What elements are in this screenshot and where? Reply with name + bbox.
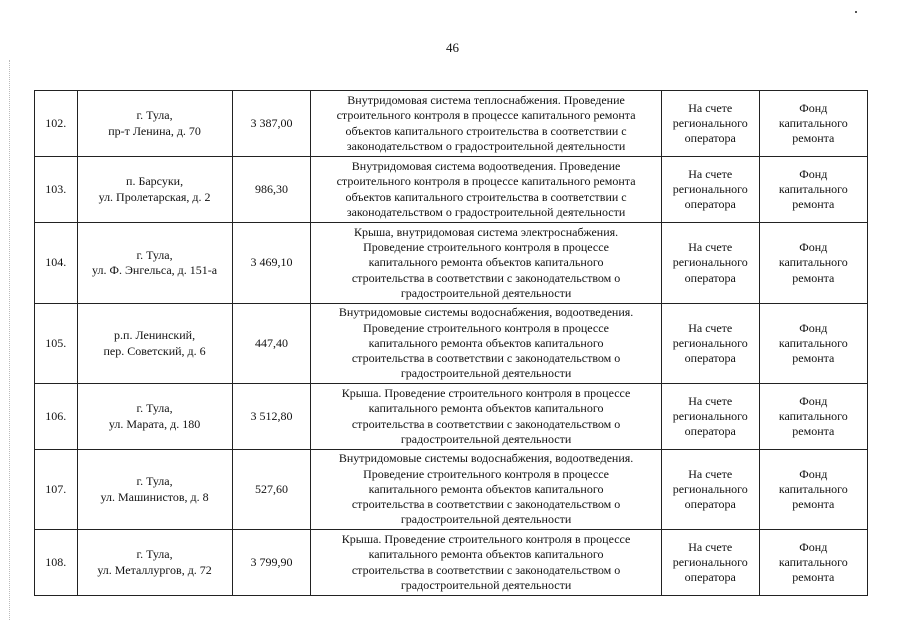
area-cell: 3 512,80 — [232, 384, 311, 450]
address-line: пр-т Ленина, д. 70 — [108, 123, 201, 138]
funding-source-line: капитального — [778, 181, 848, 196]
work-description-line: законодательством о градостроительной деятельности — [346, 138, 626, 153]
address-cell — [77, 450, 232, 530]
area-cell: 3 799,90 — [232, 530, 311, 596]
address-line: ул. Пролетарская, д. 2 — [98, 189, 211, 204]
account-line: На счете — [688, 240, 733, 255]
table-row — [35, 157, 868, 223]
address-cell — [77, 157, 232, 223]
address-cell — [77, 223, 232, 304]
work-description-line: строительного контроля в процессе капитального ремонта — [336, 108, 636, 123]
address-line: ул. Ф. Энгельса, д. 151-а — [92, 263, 218, 277]
table-row — [35, 450, 868, 530]
row-number-cell: 104. — [35, 223, 78, 304]
work-description-line: Крыша, внутридомовая система электроснабжения. — [353, 224, 619, 239]
work-description-line: Внутридомовая система водоотведения. Проведение — [351, 159, 621, 174]
table-row — [35, 304, 868, 384]
funding-source-line: Фонд — [799, 320, 828, 335]
work-description-cell — [311, 304, 662, 384]
funding-source-line: ремонта — [792, 424, 835, 439]
work-description-line: градостроительной деятельности — [400, 577, 572, 592]
binding-edge-marks — [9, 60, 11, 620]
work-description-line: капитального ремонта объектов капитального — [368, 255, 604, 270]
work-description-line: градостроительной деятельности — [400, 285, 572, 300]
work-description-line: капитального ремонта объектов капитального — [368, 335, 604, 350]
area-cell: 3 387,00 — [232, 91, 311, 157]
address-line: ул. Марата, д. 180 — [108, 416, 201, 431]
funding-source-line: капитального — [778, 408, 848, 423]
account-line: На счете — [688, 100, 733, 115]
funding-source-line: ремонта — [792, 131, 835, 146]
account-cell — [661, 223, 759, 304]
work-description-cell — [311, 450, 662, 530]
address-line: г. Тула, — [136, 474, 173, 489]
funding-source-cell — [759, 157, 867, 223]
work-description-line: капитального ремонта объектов капитального — [368, 401, 604, 416]
address-line: п. Барсуки, — [126, 174, 184, 189]
address-line: г. Тула, — [136, 247, 173, 262]
address-cell — [77, 304, 232, 384]
row-number-cell: 102. — [35, 91, 78, 157]
work-description-line: строительства в соответствии с законодательством о — [351, 270, 621, 285]
work-description-cell — [311, 530, 662, 596]
account-line: На счете — [688, 166, 733, 181]
account-cell — [661, 530, 759, 596]
funding-source-cell — [759, 304, 867, 384]
area-cell: 3 469,10 — [232, 223, 311, 304]
account-line: оператора — [684, 270, 736, 285]
account-cell — [661, 384, 759, 450]
funding-source-line: капитального — [778, 554, 848, 569]
work-description-line: капитального ремонта объектов капитального — [368, 481, 604, 496]
account-cell — [661, 304, 759, 384]
address-cell — [77, 91, 232, 157]
account-line: регионального — [672, 255, 748, 270]
work-description-line: законодательством о градостроительной деятельности — [346, 204, 626, 219]
account-cell — [661, 91, 759, 157]
funding-source-line: Фонд — [799, 240, 828, 255]
account-cell — [661, 157, 759, 223]
funding-source-line: Фонд — [799, 466, 828, 481]
area-cell: 447,40 — [232, 304, 311, 384]
funding-source-line: Фонд — [799, 100, 828, 115]
row-number-cell: 107. — [35, 450, 78, 530]
work-description-line: градостроительной деятельности — [400, 366, 572, 381]
address-line: пер. Советский, д. 6 — [103, 343, 206, 358]
account-line: На счете — [688, 393, 733, 408]
funding-source-line: капитального — [778, 481, 848, 496]
work-description-line: капитального ремонта объектов капитального — [368, 547, 604, 562]
work-description-line: Крыша. Проведение строительного контроля в процессе — [341, 386, 631, 401]
work-description-line: Проведение строительного контроля в процессе — [363, 240, 609, 255]
funding-source-line: капитального — [778, 335, 848, 350]
account-line: На счете — [688, 466, 733, 481]
funding-source-line: Фонд — [799, 539, 828, 554]
work-description-line: градостроительной деятельности — [400, 512, 572, 527]
row-number-cell: 103. — [35, 157, 78, 223]
account-line: регионального — [672, 408, 748, 423]
account-line: регионального — [672, 115, 748, 130]
area-cell: 527,60 — [232, 450, 311, 530]
funding-source-line: ремонта — [792, 570, 835, 585]
account-line: оператора — [684, 497, 736, 512]
account-line: регионального — [672, 181, 748, 196]
funding-source-line: ремонта — [792, 197, 835, 212]
work-description-cell — [311, 384, 662, 450]
work-description-line: строительного контроля в процессе капитального ремонта — [336, 174, 636, 189]
work-description-line: Внутридомовые системы водоснабжения, водоотведения. — [338, 305, 634, 320]
account-line: оператора — [684, 197, 736, 212]
account-line: На счете — [688, 539, 733, 554]
account-line: оператора — [684, 424, 736, 439]
address-line: ул. Металлургов, д. 72 — [97, 562, 212, 577]
funding-source-cell — [759, 384, 867, 450]
funding-source-cell — [759, 530, 867, 596]
row-number-cell: 105. — [35, 304, 78, 384]
address-line: ул. Машинистов, д. 8 — [100, 489, 209, 504]
work-description-line: объектов капитального строительства в соответствии с — [345, 189, 627, 204]
account-line: оператора — [684, 131, 736, 146]
work-description-line: Проведение строительного контроля в процессе — [363, 320, 609, 335]
account-cell — [661, 450, 759, 530]
works-table — [34, 90, 868, 596]
work-description-cell — [311, 223, 662, 304]
address-line: р.п. Ленинский, — [114, 328, 196, 343]
account-line: регионального — [672, 335, 748, 350]
work-description-line: объектов капитального строительства в соответствии с — [345, 123, 627, 138]
table-row — [35, 91, 868, 157]
funding-source-line: ремонта — [792, 351, 835, 366]
account-line: На счете — [688, 320, 733, 335]
address-cell — [77, 530, 232, 596]
page-number: 46 — [446, 40, 459, 55]
funding-source-cell — [759, 223, 867, 304]
address-line: г. Тула, — [136, 108, 173, 123]
funding-source-line: Фонд — [799, 393, 828, 408]
work-description-line: строительства в соответствии с законодательством о — [351, 497, 621, 512]
funding-source-cell — [759, 91, 867, 157]
funding-source-line: ремонта — [792, 270, 835, 285]
scan-speck — [855, 11, 857, 13]
row-number-cell: 108. — [35, 530, 78, 596]
address-cell — [77, 384, 232, 450]
table-row — [35, 530, 868, 596]
address-line: г. Тула, — [136, 401, 173, 416]
funding-source-line: капитального — [778, 115, 848, 130]
work-description-line: строительства в соответствии с законодательством о — [351, 351, 621, 366]
account-line: оператора — [684, 570, 736, 585]
work-description-cell — [311, 157, 662, 223]
account-line: регионального — [672, 481, 748, 496]
work-description-line: Внутридомовая система теплоснабжения. Проведение — [347, 93, 625, 108]
row-number-cell: 106. — [35, 384, 78, 450]
funding-source-line: капитального — [778, 255, 848, 270]
account-line: оператора — [684, 351, 736, 366]
account-line: регионального — [672, 554, 748, 569]
funding-source-line: Фонд — [799, 166, 828, 181]
work-description-cell — [311, 91, 662, 157]
funding-source-line: ремонта — [792, 497, 835, 512]
address-line: г. Тула, — [136, 547, 173, 562]
table-row — [35, 384, 868, 450]
work-description-line: Внутридомовые системы водоснабжения, водоотведения. — [338, 451, 634, 466]
works-table-body — [35, 91, 868, 596]
area-cell: 986,30 — [232, 157, 311, 223]
table-row — [35, 223, 868, 304]
work-description-line: градостроительной деятельности — [400, 431, 572, 446]
work-description-line: строительства в соответствии с законодательством о — [351, 416, 621, 431]
work-description-line: строительства в соответствии с законодательством о — [351, 562, 621, 577]
work-description-line: Крыша. Проведение строительного контроля в процессе — [341, 532, 631, 547]
work-description-line: Проведение строительного контроля в процессе — [363, 466, 609, 481]
funding-source-cell — [759, 450, 867, 530]
